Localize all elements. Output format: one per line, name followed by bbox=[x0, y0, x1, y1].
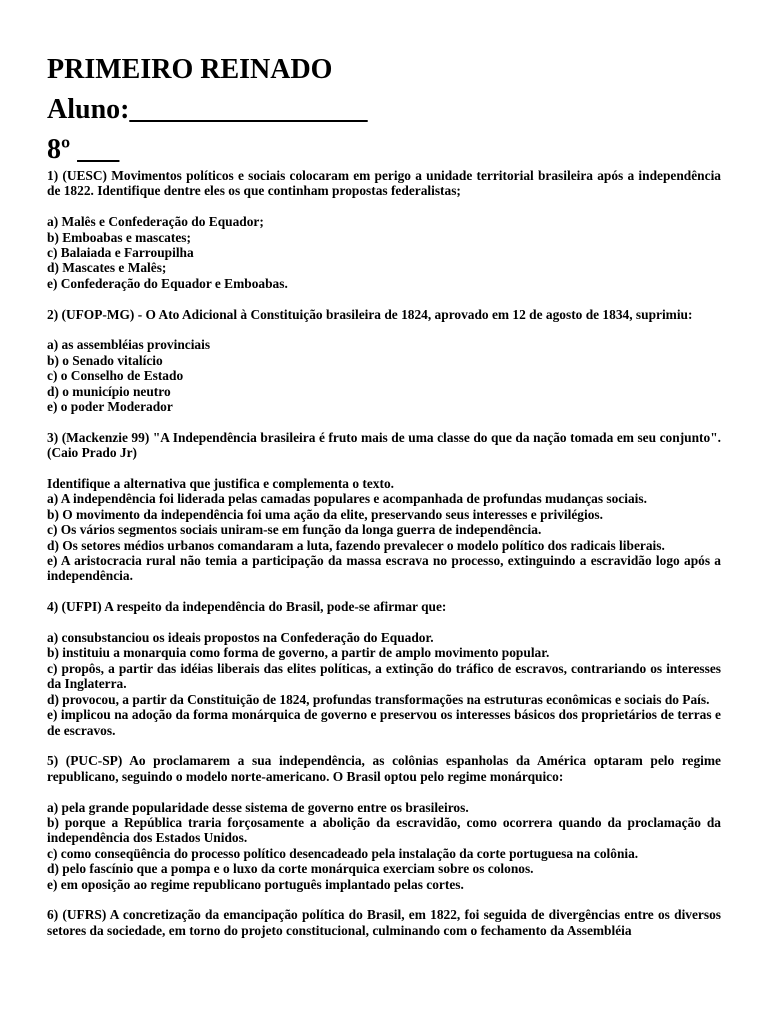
question-stem: 2) (UFOP-MG) - O Ato Adicional à Constituição brasileira de 1824, aprovado em 12 de agosto de 1834, suprimiu: bbox=[47, 306, 693, 322]
option-list bbox=[47, 214, 721, 291]
question-stem: 5) (PUC-SP) Ao proclamarem a sua independência, as colônias espanholas da América optaram pelo regime republicano, seguindo o modelo norte-americano. O Brasil optou pelo regime monárquico: bbox=[47, 753, 721, 784]
option-item: e) A aristocracia rural não temia a participação da massa escrava no processo, extinguindo a escravidão logo após a independência. bbox=[47, 553, 721, 584]
option-item: a) as assembléias provinciais bbox=[47, 337, 211, 353]
option-item: e) implicou na adoção da forma monárquica de governo e preservou os interesses básicos dos proprietários de terras e de escravos. bbox=[47, 707, 721, 738]
question-1 bbox=[47, 168, 721, 291]
option-item: a) consubstanciou os ideais propostos na Confederação do Equador. bbox=[47, 630, 434, 646]
option-item: b) o Senado vitalício bbox=[47, 352, 163, 368]
option-item: e) o poder Moderador bbox=[47, 399, 173, 415]
option-item: e) em oposição ao regime republicano português implantado pelas cortes. bbox=[47, 876, 464, 892]
question-2 bbox=[47, 307, 721, 415]
option-item: b) porque a República traria forçosamente a abolição da escravidão, como ocorrera quando da proclamação da independência dos Estados Unidos. bbox=[47, 814, 721, 846]
option-list bbox=[47, 491, 721, 583]
option-item: d) provocou, a partir da Constituição de 1824, profundas transformações na estruturas econômicas e sociais do País. bbox=[47, 691, 710, 707]
option-item: b) O movimento da independência foi uma ação da elite, preservando seus interesses e privilégios. bbox=[47, 506, 603, 522]
option-item: d) Mascates e Malês; bbox=[47, 260, 167, 276]
option-item: a) A independência foi liderada pelas camadas populares e acompanhada de profundas mudanças sociais. bbox=[47, 491, 647, 507]
option-item: e) Confederação do Equador e Emboabas. bbox=[47, 275, 288, 291]
option-item: c) Balaiada e Farroupilha bbox=[47, 245, 194, 261]
option-item: d) pelo fascínio que a pompa e o luxo da corte monárquica exerciam sobre os colonos. bbox=[47, 861, 534, 877]
question-stem: 6) (UFRS) A concretização da emancipação política do Brasil, em 1822, foi seguida de divergências entre os diversos setores da sociedade, em torno do projeto constitucional, culminando com o fechamento da Assembléia bbox=[47, 907, 721, 938]
student-name-line: Aluno:_________________ bbox=[47, 94, 368, 125]
option-item: a) pela grande popularidade desse sistema de governo entre os brasileiros. bbox=[47, 799, 469, 815]
option-list bbox=[47, 800, 721, 892]
question-6 bbox=[47, 907, 721, 938]
option-item: d) o município neutro bbox=[47, 383, 171, 399]
option-item: c) o Conselho de Estado bbox=[47, 368, 184, 384]
option-item: a) Malês e Confederação do Equador; bbox=[47, 214, 264, 230]
grade-line: 8º ___ bbox=[47, 134, 120, 165]
option-list bbox=[47, 630, 721, 738]
questions-body bbox=[47, 168, 721, 938]
question-stem: 4) (UFPI) A respeito da independência do Brasil, pode-se afirmar que: bbox=[47, 599, 447, 615]
option-item: c) propôs, a partir das idéias liberais das elites políticas, a extinção do tráfico de escravos, contrariando os interesses da Inglaterra. bbox=[47, 660, 721, 692]
question-3 bbox=[47, 430, 721, 584]
question-stem: 3) (Mackenzie 99) "A Independência brasileira é fruto mais de uma classe do que da nação tomada em seu conjunto". (Caio Prado Jr) bbox=[47, 429, 721, 461]
option-item: d) Os setores médios urbanos comandaram a luta, fazendo prevalecer o modelo político dos radicais liberais. bbox=[47, 537, 665, 553]
question-instruction: Identifique a alternativa que justifica e complementa o texto. bbox=[47, 476, 394, 492]
question-5 bbox=[47, 753, 721, 892]
option-item: c) Os vários segmentos sociais uniram-se em função da longa guerra de independência. bbox=[47, 522, 542, 538]
option-list bbox=[47, 337, 721, 414]
page-title: PRIMEIRO REINADO bbox=[47, 54, 333, 85]
question-stem: 1) (UESC) Movimentos políticos e sociais colocaram em perigo a unidade territorial brasileira após a independência de 1822. Identifique dentre eles os que continham propostas federalistas; bbox=[47, 168, 721, 199]
option-item: b) instituiu a monarquia como forma de governo, a partir de amplo movimento popular. bbox=[47, 645, 550, 661]
document-page bbox=[47, 52, 721, 954]
option-item: b) Emboabas e mascates; bbox=[47, 229, 191, 245]
option-item: c) como conseqüência do processo político desencadeado pela instalação da corte portuguesa na colônia. bbox=[47, 845, 639, 861]
question-4 bbox=[47, 599, 721, 738]
